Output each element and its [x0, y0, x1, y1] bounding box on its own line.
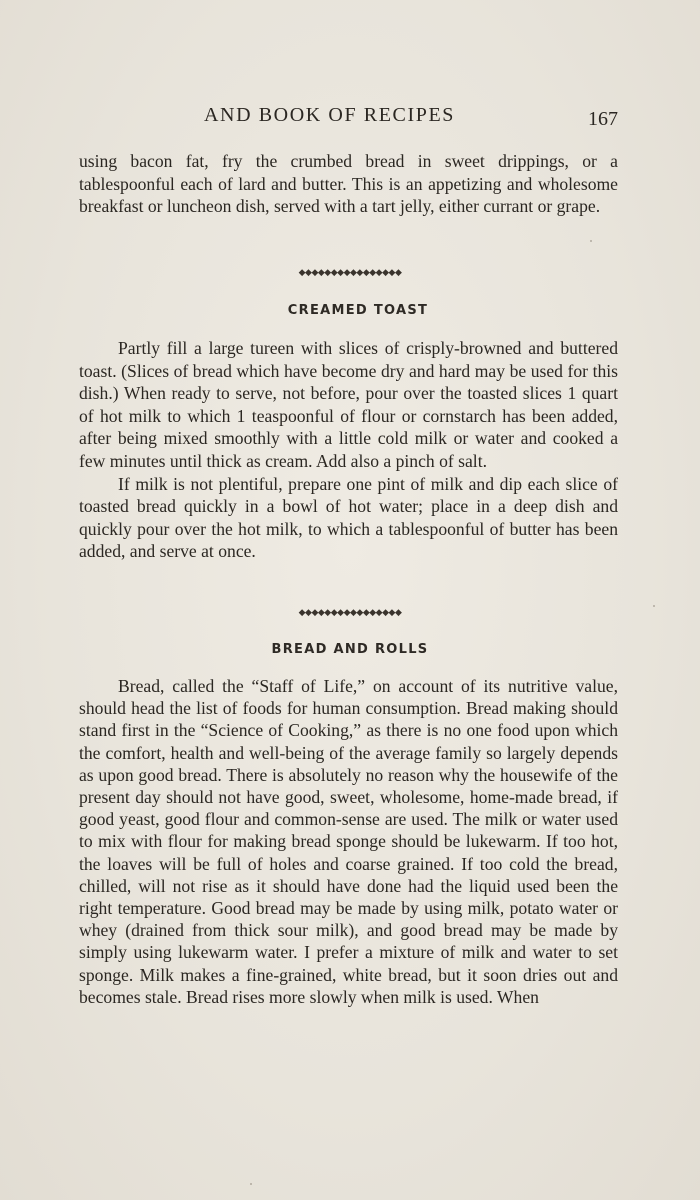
section-heading-creamed-toast: CREAMED TOAST [287, 303, 429, 318]
continuation-paragraph-block [79, 150, 618, 218]
page-number: 167 [588, 108, 618, 130]
running-title: AND BOOK OF RECIPES [204, 104, 455, 126]
section-heading-bread-and-rolls: BREAD AND ROLLS [271, 642, 429, 657]
bread-and-rolls-body [79, 675, 618, 1008]
creamed-toast-body [79, 337, 618, 563]
continuation-paragraph: using bacon fat, fry the crumbed bread in sweet drippings, or a tablespoonful each of lard and butter. This is an appetizing and wholesome breakfast or luncheon dish, served with a tart jelly, either currant or grape. [79, 151, 618, 217]
ornament-divider-icon: ◆◆◆◆◆◆◆◆◆◆◆◆◆◆◆◆ [298, 608, 402, 618]
running-header [0, 100, 700, 130]
creamed-toast-paragraph-1: Partly fill a large tureen with slices of crisply-browned and buttered toast. (Slices of bread which have become dry and hard may be used for this dish.) When ready to serve, not before, pour over the toasted slices 1 quart of hot milk to which 1 teaspoonful of flour or cornstarch has been added, after being mixed smoothly with a little cold milk or water and cooked a few minutes until thick as cream. Add also a pinch of salt. [79, 338, 618, 471]
ornament-divider-icon: ◆◆◆◆◆◆◆◆◆◆◆◆◆◆◆◆ [298, 268, 402, 278]
paper-speck [653, 605, 655, 607]
bread-and-rolls-paragraph-1: Bread, called the “Staff of Life,” on account of its nutritive value, should head the list of foods for human consumption. Bread making should stand first in the “Science of Cooking,” as there is no one food upon which the comfort, health and well-being of the average family so largely depends as upon good bread. There is absolutely no reason why the housewife of the present day should not have good, sweet, wholesome, home-made bread, if good yeast, good flour and common-sense are used. The milk or water used to mix with flour for making bread sponge should be lukewarm. If too hot, the loaves will be full of holes and coarse grained. If too cold the bread, chilled, will not rise as it should have done had the liquid used been the right temperature. Good bread may be made by using milk, potato water or whey (drained from thick sour milk), and good bread may be made by simply using lukewarm water. I prefer a mixture of milk and water to set sponge. Milk makes a fine-grained, white bread, but it soon dries out and becomes stale. Bread rises more slowly when milk is used. When [79, 676, 618, 1007]
creamed-toast-paragraph-2: If milk is not plentiful, prepare one pint of milk and dip each slice of toasted bread quickly in a bowl of hot water; place in a deep dish and quickly pour over the hot milk, to which a tablespoonful of butter has been added, and serve at once. [79, 473, 618, 562]
paper-speck [250, 1183, 252, 1185]
paper-speck [590, 240, 592, 242]
